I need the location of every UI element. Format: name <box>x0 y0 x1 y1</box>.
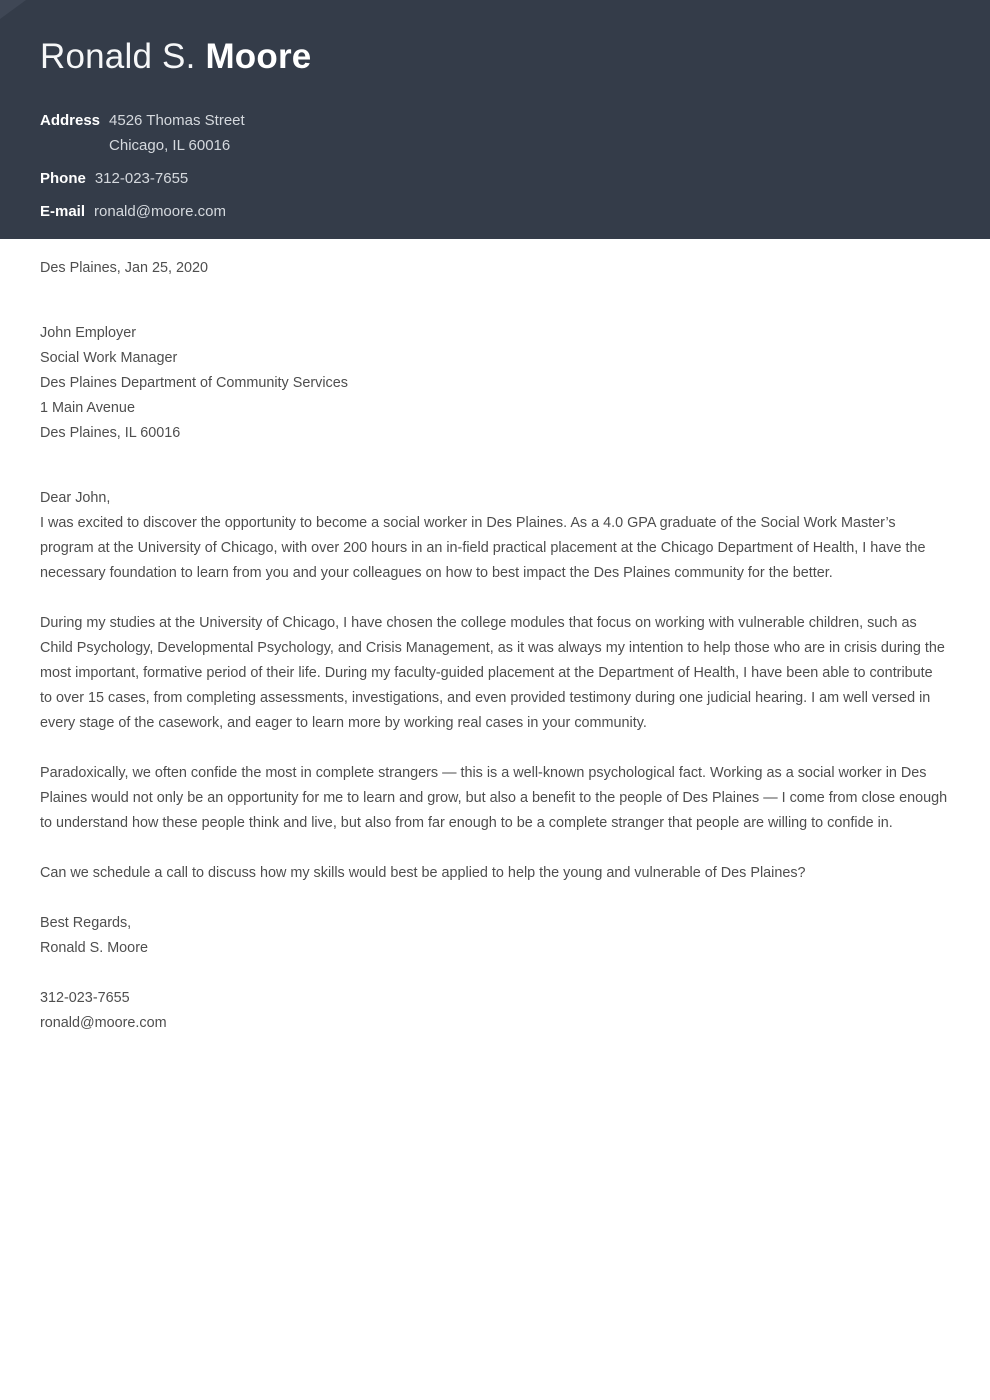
page-title <box>40 0 948 78</box>
address-line-2: Chicago, IL 60016 <box>109 137 231 154</box>
closing-signature: Ronald S. Moore <box>40 940 148 956</box>
paragraph-motivation: Paradoxically, we often confide the most in complete strangers — this is a well-known psychological fact. Working as a social worker in Des Plaines would not only be an opportunity for me to learn and grow, but also a benefit to the people of Des Plaines — I come from close enough to understand how these people think and live, but also from far enough to be a complete stranger that people are willing to confide in. <box>40 765 948 831</box>
date-line: Des Plaines, Jan 25, 2020 <box>40 260 209 276</box>
recipient-name: John Employer <box>40 325 136 341</box>
email-label: E-mail <box>40 203 86 220</box>
email-value <box>94 199 226 224</box>
signature-contact-block <box>40 986 948 1036</box>
paragraph-experience: During my studies at the University of Chicago, I have chosen the college modules that focus on working with vulnerable children, such as Child Psychology, Developmental Psychology, and Crisis Management, as it was always my intention to help those who are in crisis during the most important, formative period of their life. During my faculty-guided placement at the Department of Health, I have been able to contribute to over 15 cases, from completing assessments, investigations, and even provided testimony during one judicial hearing. I am well versed in every stage of the casework, and eager to learn more by working real cases in your community. <box>40 615 945 731</box>
email-address: ronald@moore.com <box>94 203 226 220</box>
greeting: Dear John, <box>40 490 111 506</box>
closing-salutation: Best Regards, <box>40 915 132 931</box>
contact-block <box>40 108 948 224</box>
phone-label: Phone <box>40 170 86 187</box>
corner-fold-decoration <box>0 0 26 19</box>
address-value <box>109 108 245 158</box>
phone-value <box>95 166 188 191</box>
recipient-city: Des Plaines, IL 60016 <box>40 425 181 441</box>
phone-number: 312-023-7655 <box>94 170 189 187</box>
header <box>0 0 990 239</box>
address-line-1: 4526 Thomas Street <box>109 112 245 129</box>
recipient-block <box>40 321 948 446</box>
paragraph-intro: I was excited to discover the opportunity to become a social worker in Des Plaines. As a 4.0 GPA graduate of the Social Work Master’s program at the University of Chicago, with over 200 hours in an in-field practical placement at the Chicago Department of Health, I have the necessary foundation to learn from you and your colleagues on how to best impact the Des Plaines community for the better. <box>40 515 926 581</box>
name-bold-part: Moore <box>205 37 312 76</box>
recipient-company: Des Plaines Department of Community Services <box>40 375 348 391</box>
recipient-street: 1 Main Avenue <box>40 400 135 416</box>
recipient-title: Social Work Manager <box>40 350 178 366</box>
contact-row-email <box>40 199 948 224</box>
contact-row-address <box>40 108 948 158</box>
closing-block <box>40 911 948 961</box>
signature-phone: 312-023-7655 <box>40 990 130 1006</box>
call-to-action: Can we schedule a call to discuss how my skills would best be applied to help the young and vulnerable of Des Plaines? <box>40 865 806 881</box>
signature-email: ronald@moore.com <box>40 1015 167 1031</box>
address-label: Address <box>40 112 101 129</box>
letter-body <box>0 239 990 1036</box>
greeting-and-intro <box>40 486 948 586</box>
contact-row-phone <box>40 166 948 191</box>
name-regular-part: Ronald S. <box>40 37 206 76</box>
